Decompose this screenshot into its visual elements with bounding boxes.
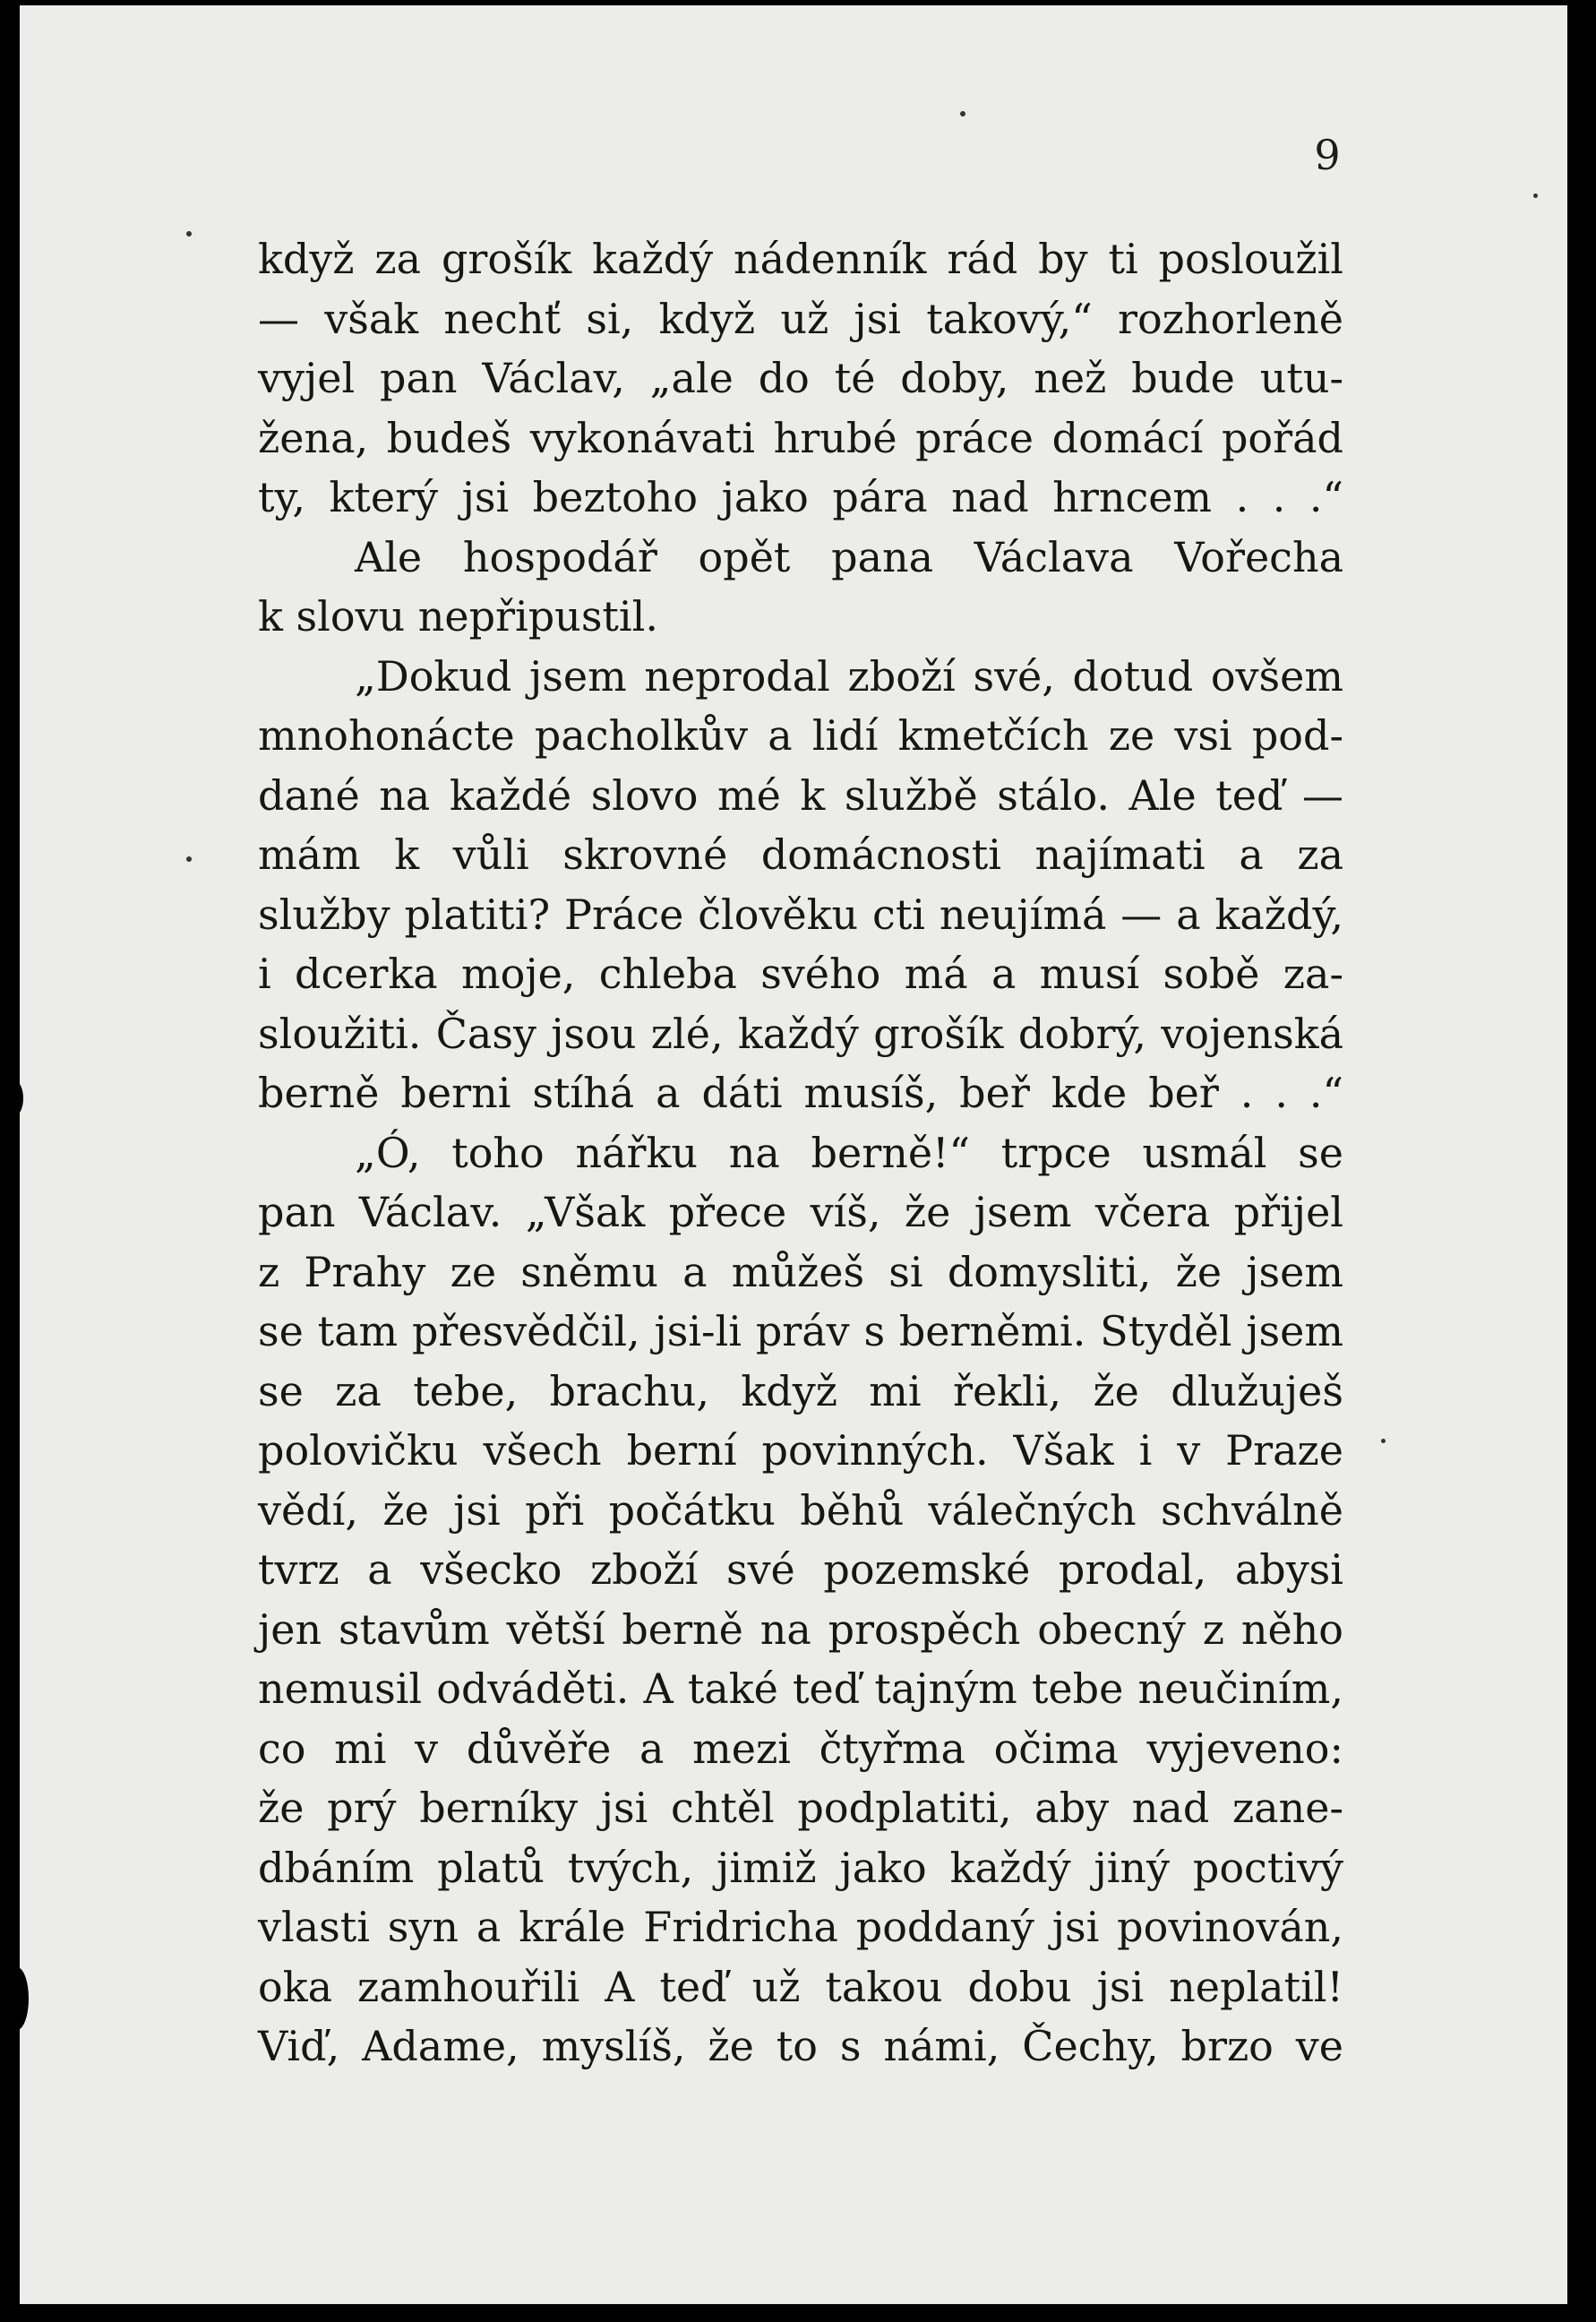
text-line: „Dokud jsem neprodal zboží své, dotud ovšem (355, 651, 1343, 701)
text-line: vlasti syn a krále Fridricha poddaný jsi povinován, (258, 1903, 1343, 1951)
text-line: dbáním platů tvých, jimiž jako každý jiný poctivý (258, 1843, 1343, 1892)
text-line: mám k vůli skrovné domácnosti najímati a za (258, 830, 1343, 879)
text-line: oka zamhouřili A teď už takou dobu jsi neplatil! (258, 1962, 1343, 2011)
text-line: mnohonácte pacholkův a lidí kmetčích ze vsi pod- (258, 711, 1343, 760)
text-line: — však nechť si, když už jsi takový,“ rozhorleně (258, 294, 1343, 343)
text-line: polovičku všech berní povinných. Však i v Praze (258, 1426, 1343, 1475)
text-line: když za grošík každý nádenník rád by ti posloužil (258, 235, 1343, 283)
scan-speck (186, 231, 192, 236)
text-line: „Ó, toho nářku na berně!“ trpce usmál se (355, 1128, 1343, 1177)
text-line: dané na každé slovo mé k službě stálo. Ale teď — (258, 770, 1343, 820)
text-line: Ale hospodář opět pana Václava Vořecha (355, 532, 1343, 581)
text-line: vyjel pan Václav, „ale do té doby, než bude utu- (258, 354, 1343, 402)
scan-speck (960, 111, 965, 116)
text-line: služby platiti? Práce člověku cti neujímá — a každý, (258, 890, 1343, 939)
text-line: jen stavům větší berně na prospěch obecný z něho (258, 1604, 1343, 1654)
text-line: co mi v důvěře a mezi čtyřma očima vyjeveno: (258, 1724, 1343, 1773)
book-page (20, 5, 1567, 2304)
text-line: že prý berníky jsi chtěl podplatiti, aby nad zane- (258, 1784, 1343, 1832)
text-line: berně berni stíhá a dáti musíš, beř kde beř . . .“ (258, 1069, 1343, 1117)
text-line: ty, který jsi beztoho jako pára nad hrncem . . .“ (258, 473, 1343, 521)
scan-speck (1533, 194, 1538, 198)
scan-border-right (1567, 0, 1596, 2322)
text-line: tvrz a všecko zboží své pozemské prodal, abysi (258, 1545, 1343, 1594)
scan-speck (186, 856, 192, 862)
text-line: se za tebe, brachu, když mi řekli, že dlužuješ (258, 1366, 1343, 1415)
page-number: 9 (1314, 131, 1341, 179)
text-line: sloužiti. Časy jsou zlé, každý grošík dobrý, vojenská (258, 1009, 1343, 1058)
text-line: k slovu nepřipustil. (258, 592, 658, 641)
body-text (258, 229, 1343, 2077)
text-line: i dcerka moje, chleba svého má a musí sobě za- (258, 950, 1343, 998)
scan-speck (1381, 1439, 1386, 1443)
text-line: Viď, Adame, myslíš, že to s námi, Čechy, brzo ve (258, 2022, 1343, 2070)
binding-hole (5, 1967, 29, 2030)
text-line: vědí, že jsi při počátku běhů válečných schválně (258, 1485, 1343, 1535)
binding-hole (5, 1080, 23, 1116)
scan-border-bottom (0, 2304, 1596, 2322)
text-line: nemusil odváděti. A také teď tajným tebe neučiním, (258, 1664, 1343, 1713)
text-line: z Prahy ze sněmu a můžeš si domysliti, že jsem (258, 1247, 1343, 1296)
text-line: se tam přesvědčil, jsi-li práv s berněmi. Styděl jsem (258, 1307, 1343, 1355)
text-line: žena, budeš vykonávati hrubé práce domácí pořád (258, 413, 1343, 462)
text-line: pan Václav. „Však přece víš, že jsem včera přijel (258, 1188, 1343, 1236)
